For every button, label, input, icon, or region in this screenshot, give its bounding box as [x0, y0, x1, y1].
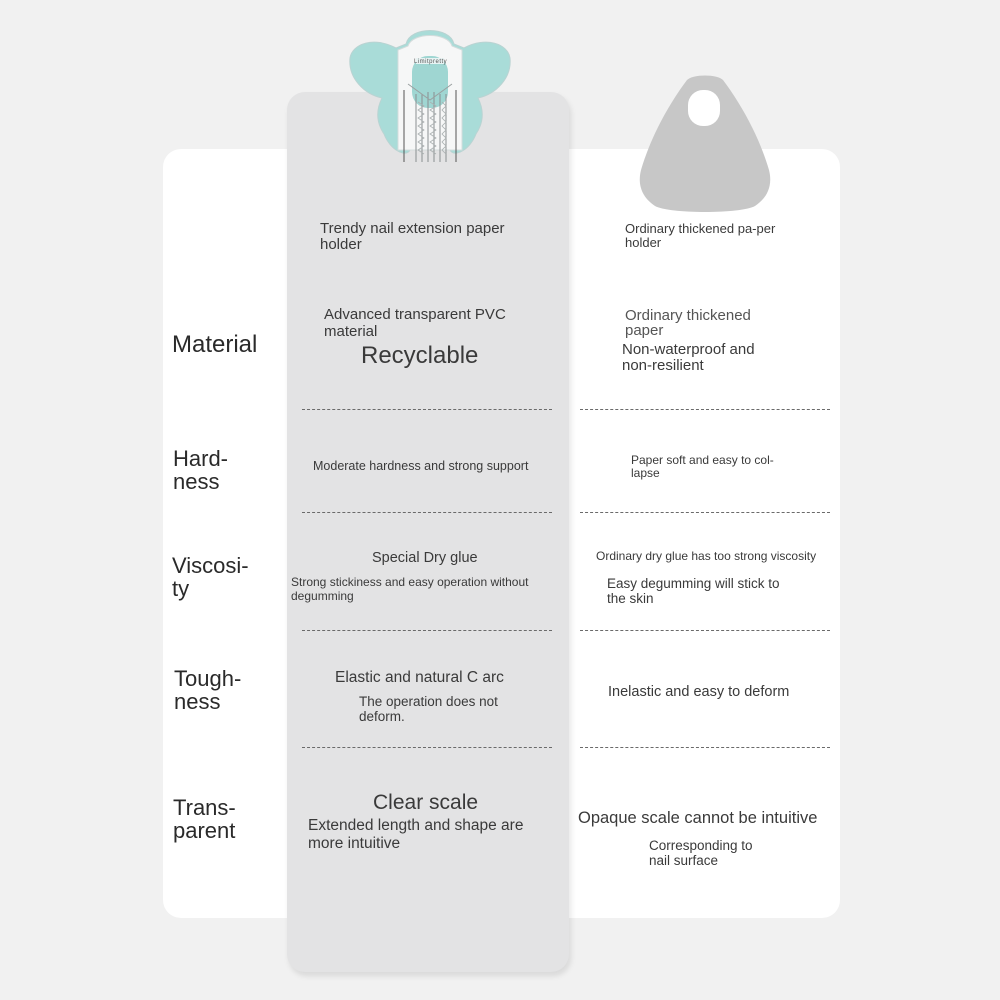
ours-toughness-title: Elastic and natural C arc: [335, 669, 504, 686]
row-label-material: Material: [172, 331, 258, 358]
divider: [580, 630, 830, 631]
divider: [302, 512, 552, 513]
divider: [302, 630, 552, 631]
nail-form-icon: [346, 22, 514, 168]
row-label-toughness: Tough-ness: [174, 666, 242, 715]
row-label-viscosity: Viscosi-ty: [172, 553, 249, 602]
ours-hardness-text: Moderate hardness and strong support: [313, 459, 529, 473]
ours-viscosity-text: Strong stickiness and easy operation without degumming: [291, 575, 529, 603]
ours-material-text: Advanced transparent PVC material: [324, 306, 506, 340]
theirs-viscosity-text: Easy degumming will stick to the skin: [607, 576, 780, 606]
divider: [580, 512, 830, 513]
row-label-transparent: Trans-parent: [173, 795, 236, 844]
row-label-hardness: Hard-ness: [173, 446, 229, 495]
divider: [302, 409, 552, 410]
ours-transparent-title: Clear scale: [373, 791, 479, 814]
paper-holder-icon: [637, 74, 773, 214]
theirs-transparent-title: Opaque scale cannot be intuitive: [578, 809, 818, 827]
divider: [580, 409, 830, 410]
theirs-viscosity-title: Ordinary dry glue has too strong viscosity: [596, 549, 817, 563]
theirs-material-detail: Non-waterproof and non-resilient: [622, 341, 755, 375]
ours-transparent-text: Extended length and shape are more intuitive: [308, 817, 524, 852]
ours-viscosity-title: Special Dry glue: [372, 550, 478, 566]
divider: [580, 747, 830, 748]
ours-product-title: Trendy nail extension paper holder: [320, 220, 505, 254]
ours-material-highlight: Recyclable: [361, 342, 479, 369]
nail-form-brand-label: Limitpretty: [414, 59, 448, 65]
ours-toughness-text: The operation does not deform.: [359, 694, 498, 724]
divider: [302, 747, 552, 748]
theirs-product-title: Ordinary thickened pa-per holder: [625, 221, 776, 251]
theirs-transparent-text: Corresponding to nail surface: [649, 838, 753, 868]
theirs-hardness-text: Paper soft and easy to col-lapse: [631, 453, 774, 480]
theirs-toughness-text: Inelastic and easy to deform: [608, 684, 790, 700]
theirs-material-text: Ordinary thickened paper: [625, 307, 751, 339]
